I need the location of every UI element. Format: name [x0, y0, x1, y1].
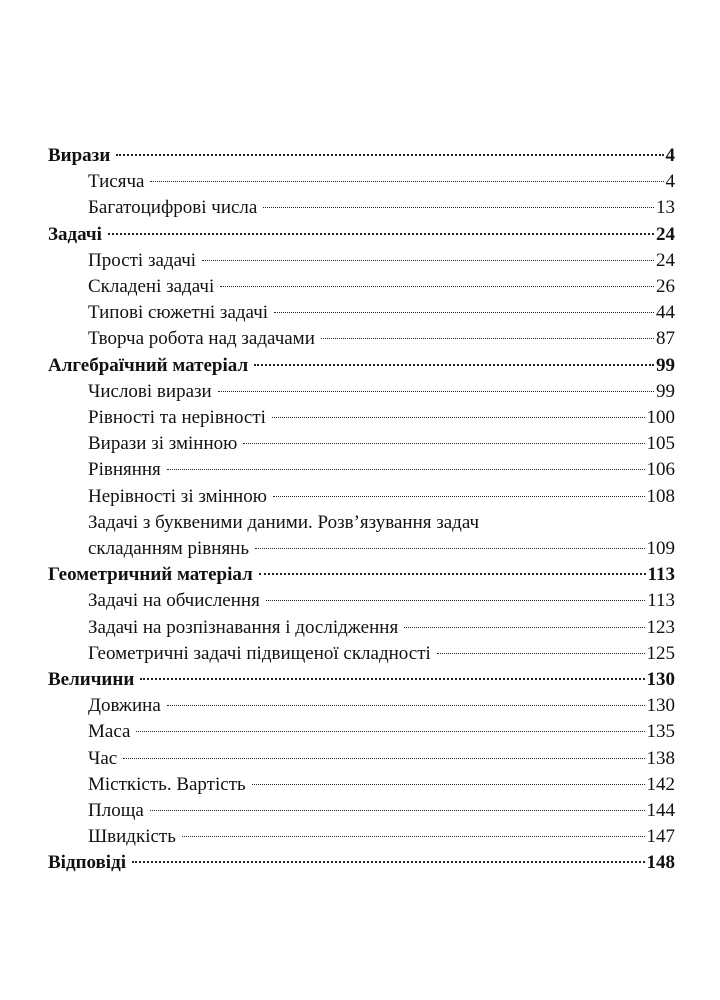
toc-page-number: 142	[646, 773, 675, 795]
toc-page-number: 130	[646, 669, 675, 690]
toc-subsection-entry	[0, 746, 720, 772]
toc-subsection-entry	[0, 431, 720, 457]
toc-section-entry	[0, 143, 720, 169]
dot-leader	[167, 705, 645, 706]
toc-section-entry	[0, 562, 720, 588]
toc-page-number: 99	[656, 380, 675, 402]
toc-entry-title: Типові сюжетні задачі	[88, 302, 269, 324]
dot-leader	[272, 417, 645, 418]
toc-entry-title: Задачі	[48, 223, 102, 245]
toc-entry-title: Алгебраїчний матеріал	[48, 354, 249, 376]
toc-subsection-entry	[0, 248, 720, 274]
dot-leader	[404, 627, 644, 628]
toc-entry-line	[88, 405, 675, 431]
toc-entry-title: Тисяча	[88, 171, 145, 193]
toc-entry-title: Задачі на розпізнавання і дослідження	[88, 616, 399, 638]
toc-entry-line	[88, 431, 675, 457]
toc-subsection-entry	[0, 405, 720, 431]
toc-page-number: 135	[646, 721, 675, 743]
toc-entry-title: Складені задачі	[88, 276, 215, 297]
toc-entry-title: Рівності та нерівності	[88, 407, 266, 428]
toc-entry-line	[88, 772, 675, 798]
toc-subsection-entry	[0, 457, 720, 483]
toc-entry-line	[88, 510, 479, 536]
dot-leader	[140, 678, 644, 680]
dot-leader	[132, 861, 645, 863]
toc-page-number: 87	[656, 328, 675, 350]
toc-entry-line	[88, 719, 675, 745]
dot-leader	[182, 836, 645, 837]
toc-entry-line	[88, 300, 675, 326]
toc-subsection-entry	[0, 379, 720, 405]
toc-subsection-entry	[0, 719, 720, 745]
toc-entry-title: Швидкість	[88, 826, 176, 848]
toc-subsection-entry	[0, 615, 720, 641]
dot-leader	[123, 758, 644, 759]
toc-subsection-entry	[0, 536, 720, 562]
dot-leader	[150, 810, 645, 811]
dot-leader	[274, 312, 654, 313]
toc-entry-line	[48, 353, 675, 379]
toc-entry-title: Нерівності зі змінною	[88, 485, 267, 507]
toc-entry-title: Місткість. Вартість	[88, 773, 246, 795]
toc-entry-title: Геометричний матеріал	[48, 564, 253, 586]
toc-entry-line	[88, 379, 675, 405]
toc-subsection-entry	[0, 195, 720, 221]
dot-leader	[263, 207, 654, 208]
toc-subsection-entry	[0, 169, 720, 195]
toc-page-number: 99	[656, 354, 675, 376]
toc-page-number: 144	[646, 800, 675, 821]
dot-leader	[254, 364, 654, 366]
toc-section-entry	[0, 667, 720, 693]
toc-entry-line	[88, 798, 675, 824]
toc-subsection-entry	[0, 798, 720, 824]
toc-page-number: 113	[647, 564, 675, 586]
toc-entry-line	[88, 248, 675, 274]
toc-entry-title: Маса	[88, 721, 131, 743]
toc-page-number: 130	[646, 695, 675, 717]
toc-entry-line	[88, 169, 675, 195]
toc-page-number: 24	[656, 223, 675, 245]
toc-page-number: 106	[646, 459, 675, 481]
toc-entry-title: Задачі на обчислення	[88, 590, 260, 612]
toc-page-number: 109	[646, 538, 675, 559]
toc-page-number: 125	[646, 642, 675, 664]
toc-entry-line	[48, 850, 675, 876]
toc-page-number: 113	[647, 590, 675, 612]
toc-entry-title: Величини	[48, 669, 135, 690]
toc-entry-title: Вирази зі змінною	[88, 433, 238, 455]
toc-section-entry	[0, 353, 720, 379]
toc-entry-title: Прості задачі	[88, 249, 197, 271]
toc-entry-title: Рівняння	[88, 459, 161, 481]
toc-entry-title: Відповіді	[48, 852, 126, 874]
dot-leader	[273, 496, 645, 497]
toc-page-number: 4	[665, 171, 675, 193]
toc-page-number: 147	[646, 826, 675, 848]
toc-page-number: 105	[646, 433, 675, 455]
dot-leader	[259, 573, 646, 575]
toc-section-entry	[0, 222, 720, 248]
dot-leader	[437, 653, 645, 654]
toc-subsection-entry	[0, 326, 720, 352]
dot-leader	[202, 260, 654, 261]
toc-subsection-entry	[0, 510, 720, 536]
dot-leader	[167, 469, 645, 470]
dot-leader	[108, 233, 654, 235]
dot-leader	[266, 600, 645, 601]
toc-page-number: 24	[656, 249, 675, 271]
toc-entry-title: Час	[88, 747, 118, 769]
toc-entry-line	[88, 457, 675, 483]
toc-entry-title: Геометричні задачі підвищеної складності	[88, 642, 431, 664]
toc-section-entry	[0, 850, 720, 876]
toc-entry-line	[88, 693, 675, 719]
toc-page-number: 123	[646, 616, 675, 638]
toc-page-number: 13	[656, 197, 675, 219]
toc-entry-line	[88, 326, 675, 352]
toc-page-number: 100	[646, 407, 675, 428]
toc-page-number: 148	[646, 852, 675, 874]
dot-leader	[243, 443, 644, 444]
toc-entry-line	[88, 484, 675, 510]
toc-entry-title: Вирази	[48, 145, 111, 166]
dot-leader	[252, 784, 645, 785]
toc-entry-line	[48, 143, 675, 169]
toc-entry-line	[88, 824, 675, 850]
toc-entry-line	[48, 667, 675, 693]
toc-subsection-entry	[0, 824, 720, 850]
toc-subsection-entry	[0, 274, 720, 300]
toc-subsection-entry	[0, 641, 720, 667]
toc-entry-line	[88, 274, 675, 300]
toc-entry-line	[88, 588, 675, 614]
toc-subsection-entry	[0, 772, 720, 798]
toc-entry-line	[48, 562, 675, 588]
toc-entry-title: Творча робота над задачами	[88, 328, 315, 350]
toc-entry-line	[88, 195, 675, 221]
dot-leader	[218, 391, 654, 392]
toc-subsection-entry	[0, 693, 720, 719]
dot-leader	[321, 338, 654, 339]
dot-leader	[255, 548, 644, 549]
toc-entry-title: Площа	[88, 800, 144, 821]
toc-subsection-entry	[0, 588, 720, 614]
dot-leader	[220, 286, 654, 287]
toc-entry-line	[48, 222, 675, 248]
toc-entry-line	[88, 615, 675, 641]
toc-entry-title: Числові вирази	[88, 380, 212, 402]
dot-leader	[136, 731, 644, 732]
toc-entry-title: складанням рівнянь	[88, 538, 250, 559]
toc-entry-line	[88, 746, 675, 772]
toc-page-number: 44	[656, 302, 675, 324]
toc-entry-title: Довжина	[88, 695, 161, 717]
toc-entry-title: Багатоцифрові числа	[88, 197, 258, 219]
toc-subsection-entry	[0, 484, 720, 510]
toc-page-number: 26	[656, 276, 675, 297]
toc-page-number: 108	[646, 485, 675, 507]
dot-leader	[116, 154, 663, 156]
toc-subsection-entry	[0, 300, 720, 326]
toc-page-number: 138	[646, 747, 675, 769]
dot-leader	[150, 181, 663, 182]
toc-entry-line	[88, 536, 675, 562]
toc-entry-title: Задачі з буквеними даними. Розв’язування задач	[88, 511, 480, 533]
toc-entry-line	[88, 641, 675, 667]
toc-page-number: 4	[665, 145, 675, 166]
